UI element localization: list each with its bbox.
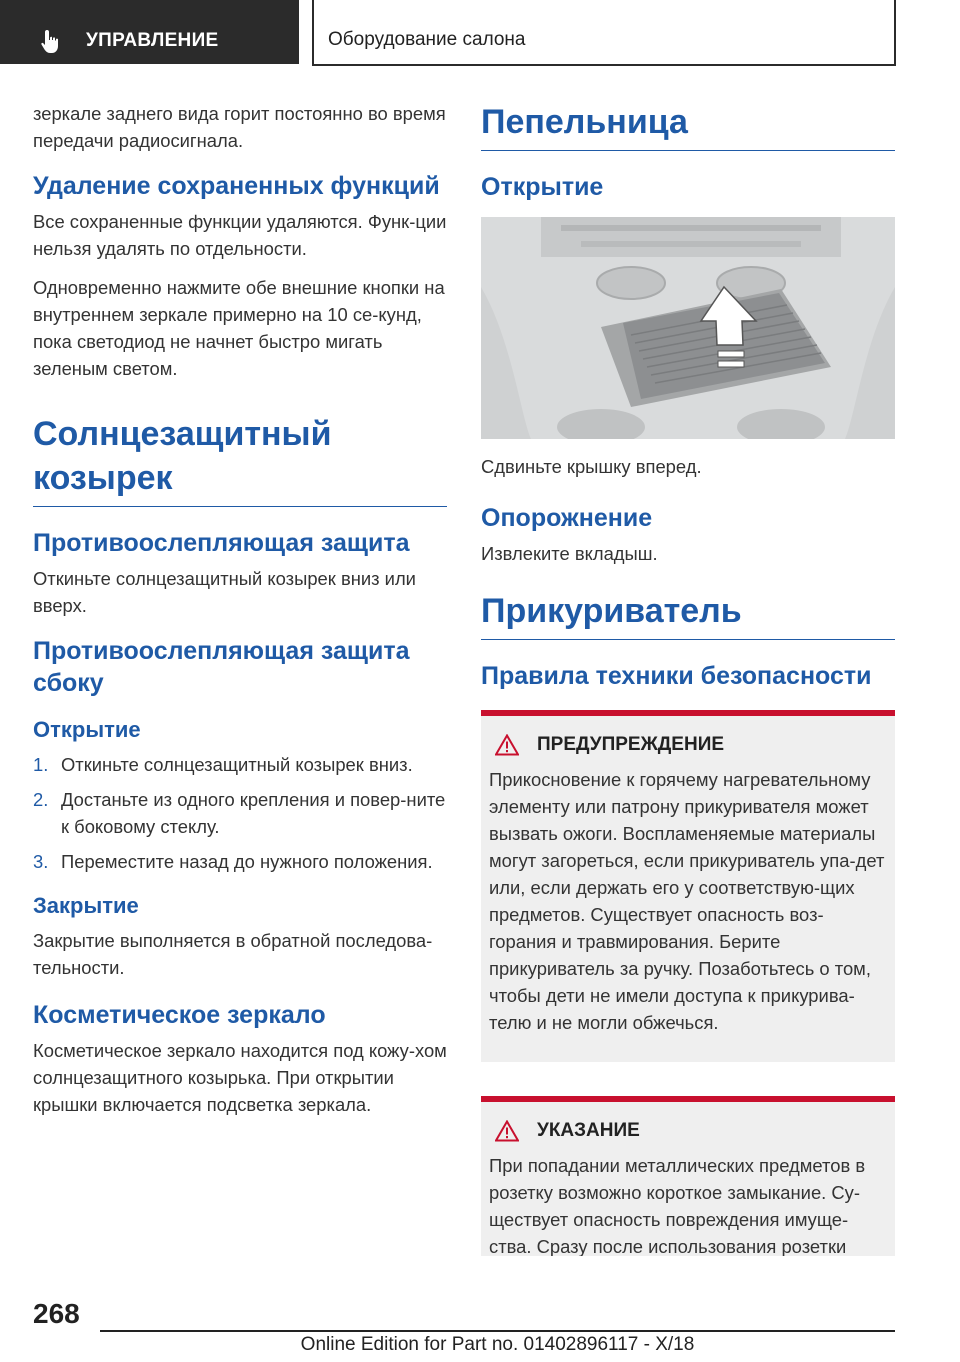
warning-triangle-icon — [495, 734, 519, 756]
chapter-label: Оборудование салона — [328, 29, 526, 50]
warning-title — [489, 734, 887, 756]
warning-triangle-icon — [495, 1120, 519, 1142]
warning-label: ПРЕДУПРЕЖДЕНИЕ — [537, 734, 725, 755]
glare-protection-text: Откиньте солнцезащитный козырек вниз или вверх. — [33, 568, 416, 616]
delete-functions-heading: Удаление сохраненных функций — [33, 172, 440, 200]
note-title — [489, 1120, 887, 1142]
intro-paragraph: зеркале заднего вида горит постоянно во время передачи радиосигнала. — [33, 103, 446, 151]
note-text: При попадании металлических предметов в розетку возможно короткое замыкание. Су-ществует опасность повреждения имуще-ства. Сразу после использования розетки — [489, 1155, 866, 1256]
ashtray-open-heading: Открытие — [481, 173, 604, 201]
ashtray-empty-text: Извлеките вкладыш. — [481, 543, 658, 564]
step-text: Переместите назад до нужного положения. — [61, 851, 433, 872]
delete-functions-text-1: Все сохраненные функции удаляются. Функ-ции нельзя удалять по отдельности. — [33, 211, 447, 259]
note-box — [481, 1096, 895, 1256]
glare-protection-heading: Противоослепляющая защита — [33, 529, 410, 557]
vanity-mirror-heading: Косметическое зеркало — [33, 1001, 326, 1029]
vanity-mirror-text: Косметическое зеркало находится под кожу-хом солнцезащитного козырька. При открытии крышки включается подсветка зеркала. — [33, 1040, 447, 1115]
side-glare-heading: Противоослепляющая защита сбоку — [33, 637, 410, 697]
delete-functions-text-2: Одновременно нажмите обе внешние кнопки на внутреннем зеркале примерно на 10 се-кунд, пока светодиод не начнет быстро мигать зеленым светом. — [33, 277, 445, 379]
open-heading: Открытие — [33, 717, 141, 742]
list-item — [33, 848, 447, 875]
ashtray-illustration — [481, 217, 895, 439]
open-steps-list — [33, 751, 447, 875]
note-label: УКАЗАНИЕ — [537, 1120, 640, 1141]
footer-edition: Online Edition for Part no. 01402896117 - X/18 — [300, 1334, 695, 1355]
step-text: Откиньте солнцезащитный козырек вниз. — [61, 754, 413, 775]
page-header — [0, 0, 960, 66]
right-column — [481, 100, 895, 1256]
ashtray-open-text: Сдвиньте крышку вперед. — [481, 456, 702, 477]
safety-heading: Правила техники безопасности — [481, 662, 872, 690]
close-text: Закрытие выполняется в обратной последова-тельности. — [33, 930, 433, 978]
step-text: Достаньте из одного крепления и повер-ните к боковому стеклу. — [61, 789, 446, 837]
chapter-tab[interactable] — [312, 0, 896, 66]
ashtray-photo — [481, 217, 895, 439]
hand-pointer-icon — [38, 28, 64, 54]
page-number: 268 — [33, 1298, 80, 1329]
sunvisor-heading: Солнцезащитный козырек — [33, 412, 447, 507]
footer-divider — [100, 1330, 895, 1332]
ashtray-heading: Пепельница — [481, 100, 895, 151]
step-number: 1. — [33, 754, 49, 775]
list-item — [33, 751, 447, 778]
close-heading: Закрытие — [33, 893, 139, 918]
warning-box — [481, 710, 895, 1062]
step-number: 2. — [33, 789, 49, 810]
list-item — [33, 786, 447, 840]
step-number: 3. — [33, 851, 49, 872]
warning-text: Прикосновение к горячему нагревательному элементу или патрону прикуривателя может вызвать ожоги. Воспламеняемые материалы могут загореться, если прикуриватель упа-дет или, если держать его у соответствую-щих предметов. Существует опасность воз-горания и травмирования. Берите прикуриватель за ручку. Позаботьтесь о том, чтобы дети не имели доступа к прикурива-телю и не могли обжечься. — [489, 769, 885, 1033]
lighter-heading: Прикуриватель — [481, 589, 895, 640]
left-column — [33, 100, 447, 1130]
section-tab[interactable] — [0, 0, 299, 64]
section-label: УПРАВЛЕНИЕ — [86, 30, 219, 51]
ashtray-empty-heading: Опорожнение — [481, 504, 653, 532]
